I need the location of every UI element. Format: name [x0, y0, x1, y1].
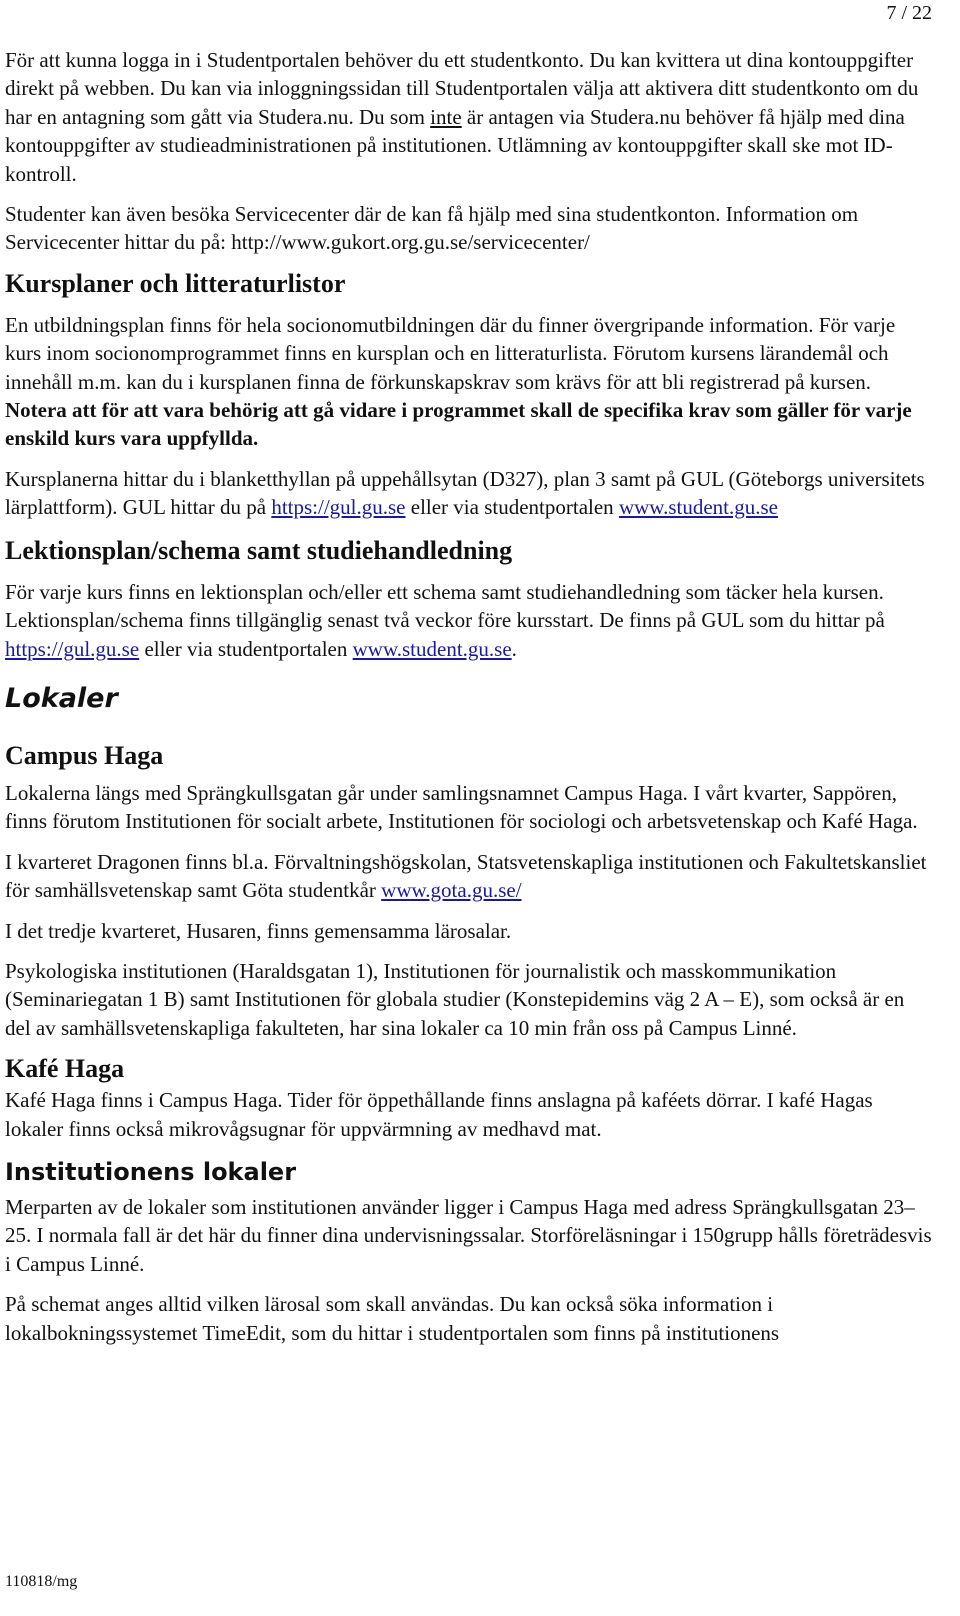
link-gul-2[interactable]: https://gul.gu.se — [5, 636, 140, 661]
page-number: 7 / 22 — [886, 2, 932, 24]
document-body — [5, 46, 935, 1359]
lektionsplan-text-b: eller via studentportalen — [139, 636, 353, 661]
intro-text-a: För att kunna logga in i Studentportalen behöver du ett studentkonto. Du kan kvittera ut dina kontouppgifter direkt på webben. Du kan via inloggningssidan till Studentportalen välja att aktivera ditt studentkonto om du har en antagning som gått via Studera.nu. Du som — [5, 48, 919, 129]
kursplaner-text-normal: En utbildningsplan finns för hela socionomutbildningen där du finner övergripande information. För varje kurs inom socionomprogrammet finns en kursplan och en litteraturlista. Förutom kursens lärandemål och innehåll m.m. kan du i kursplanen finna de förkunskapskrav som krävs för att bli registrerad på kursen. — [5, 312, 896, 394]
heading-kafe-haga: Kafé Haga — [5, 1054, 125, 1084]
link-student-2[interactable]: www.student.gu.se — [352, 636, 512, 661]
kursplaner-text-a: Kursplanerna hittar du i blanketthyllan på uppehållsytan (D327), plan 3 samt på GUL (Göteborgs universitets lärplattform). GUL hittar du på — [5, 466, 925, 520]
lektionsplan-text-a: För varje kurs finns en lektionsplan och/eller ett schema samt studiehandledning som täcker hela kursen. Lektionsplan/schema finns tillgänglig senast två veckor före kursstart. De finns på GUL som du hittar på — [5, 579, 885, 633]
heading-lokaler: Lokaler — [5, 682, 118, 714]
footer-code: 110818/mg — [5, 1573, 78, 1590]
institutionens-lokaler-paragraph-2: På schemat anges alltid vilken lärosal som skall användas. Du kan också söka information i lokalbokningssystemet TimeEdit, som du hittar i studentportalen som finns på institutionens — [5, 1292, 780, 1345]
lektionsplan-text-c: . — [511, 636, 517, 661]
institutionens-lokaler-paragraph-1: Merparten av de lokaler som institutionen använder ligger i Campus Haga med adress Sprängkullsgatan 23–25. I normala fall är det här du finner dina undervisningssalar. Storföreläsningar i 150grupp hålls företrädesvis i Campus Linné. — [5, 1194, 932, 1276]
kursplaner-text-bold: Notera att för att vara behörig att gå vidare i programmet skall de specifika krav som gäller för varje enskild kurs vara uppfyllda. — [5, 398, 912, 451]
lektionsplan-paragraph — [5, 578, 935, 663]
intro-paragraph-servicecenter: Studenter kan även besöka Servicecenter där de kan få hjälp med sina studentkonton. Information om Servicecenter hittar du på: http://www.gukort.org.gu.se/servicecenter/ — [5, 202, 859, 255]
campus-haga-paragraph-3: I det tredje kvarteret, Husaren, finns gemensamma lärosalar. — [5, 918, 512, 943]
heading-campus-haga: Campus Haga — [5, 740, 164, 770]
kursplaner-paragraph-2 — [5, 465, 935, 522]
link-student-1[interactable]: www.student.gu.se — [618, 495, 778, 520]
heading-lektionsplan: Lektionsplan/schema samt studiehandledning — [5, 535, 513, 565]
intro-underlined-inte: inte — [430, 104, 462, 129]
kafe-haga-paragraph: Kafé Haga finns i Campus Haga. Tider för öppethållande finns anslagna på kaféets dörrar. I kafé Hagas lokaler finns också mikrovågsugnar för uppvärmning av medhavd mat. — [5, 1088, 873, 1141]
heading-kursplaner: Kursplaner och litteraturlistor — [5, 268, 346, 298]
campus-haga-text-a: I kvarteret Dragonen finns bl.a. Förvaltningshögskolan, Statsvetenskapliga institutionen och Fakultetskansliet för samhällsvetenskap samt Göta studentkår — [5, 849, 927, 903]
heading-institutionens-lokaler: Institutionens lokaler — [5, 1157, 297, 1186]
intro-paragraph-account — [5, 46, 935, 188]
link-gota[interactable]: www.gota.gu.se/ — [381, 878, 522, 903]
campus-haga-paragraph-1: Lokalerna längs med Sprängkullsgatan går under samlingsnamnet Campus Haga. I vårt kvarter, Sappören, finns förutom Institutionen för socialt arbete, Institutionen för sociologi och arbetsvetenskap och Kafé Haga. — [5, 780, 918, 834]
link-gul-1[interactable]: https://gul.gu.se — [271, 495, 406, 520]
kursplaner-text-b: eller via studentportalen — [405, 495, 619, 520]
campus-haga-paragraph-2 — [5, 848, 935, 905]
kursplaner-paragraph-1 — [5, 311, 935, 453]
campus-haga-paragraph-4: Psykologiska institutionen (Haraldsgatan 1), Institutionen för journalistik och masskommunikation (Seminariegatan 1 B) samt Institutionen för globala studier (Konstepidemins väg 2 A – E), som också är en del av samhällsvetenskapliga fakulteten, har sina lokaler ca 10 min från oss på Campus Linné. — [5, 958, 905, 1040]
intro-text-b: är antagen via Studera.nu behöver få hjälp med dina kontouppgifter av studieadministrationen på institutionen. Utlämning av kontouppgifter skall ske mot ID-kontroll. — [5, 104, 905, 186]
